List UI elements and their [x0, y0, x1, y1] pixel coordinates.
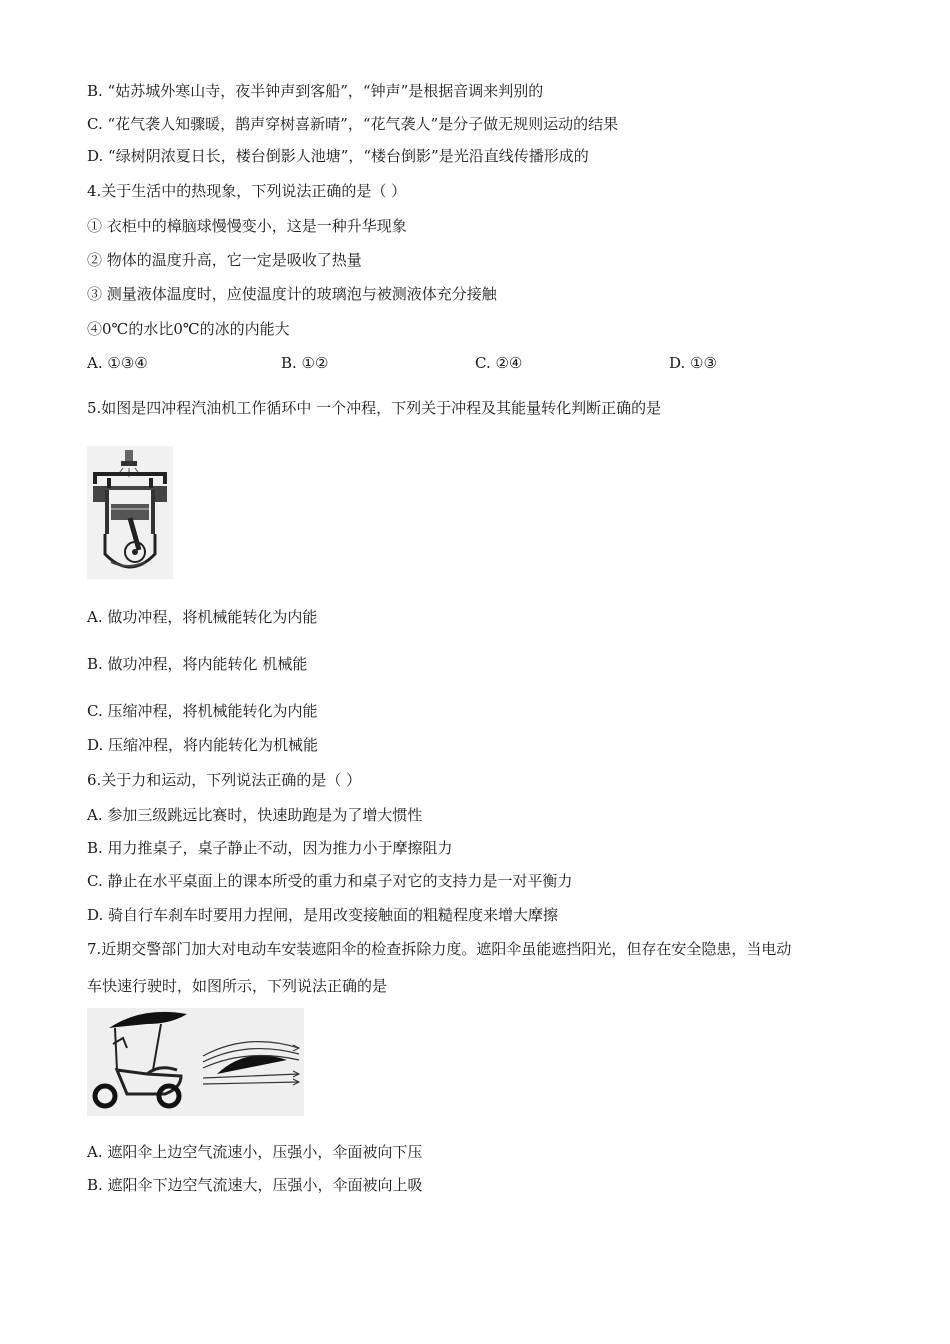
q3-option-b: B. “姑苏城外寒山寺，夜半钟声到客船”，“钟声”是根据音调来判别的: [87, 82, 544, 100]
q4-statement-4: ④0℃的水比0℃的冰的内能大: [87, 320, 290, 338]
q6-option-a: A. 参加三级跳远比赛时，快速助跑是为了增大惯性: [87, 806, 423, 824]
q5-option-a: A. 做功冲程，将机械能转化为内能: [87, 608, 318, 626]
q5-option-b: B. 做功冲程，将内能转化 机械能: [87, 655, 308, 673]
q6-option-d: D. 骑自行车刹车时要用力捏闸，是用改变接触面的粗糙程度来增大摩擦: [87, 906, 559, 924]
q6-option-c: C. 静止在水平桌面上的课本所受的重力和桌子对它的支持力是一对平衡力: [87, 872, 573, 890]
q4-option-c: C. ②④: [475, 354, 523, 372]
q7-stem-line-2: 车快速行驶时，如图所示，下列说法正确的是: [87, 977, 388, 995]
engine-diagram-svg: [87, 446, 173, 579]
engine-diagram: [87, 446, 173, 579]
q7-option-b: B. 遮阳伞下边空气流速大，压强小，伞面被向上吸: [87, 1176, 423, 1194]
q4-stem: 4.关于生活中的热现象，下列说法正确的是（ ）: [87, 182, 407, 200]
q4-option-d: D. ①③: [669, 354, 717, 372]
q6-option-b: B. 用力推桌子，桌子静止不动，因为推力小于摩擦阻力: [87, 839, 453, 857]
q7-stem-line-1: 7.近期交警部门加大对电动车安装遮阳伞的检查拆除力度。遮阳伞虽能遮挡阳光，但存在安全隐患，当电动: [87, 940, 792, 958]
q5-option-c: C. 压缩冲程，将机械能转化为内能: [87, 702, 318, 720]
q5-stem: 5.如图是四冲程汽油机工作循环中 一个冲程，下列关于冲程及其能量转化判断正确的是: [87, 399, 662, 417]
scooter-umbrella-svg: [87, 1008, 304, 1116]
q4-statement-1: ① 衣柜中的樟脑球慢慢变小，这是一种升华现象: [87, 217, 407, 235]
q3-option-d: D. “绿树阴浓夏日长，楼台倒影人池塘”，“楼台倒影”是光沿直线传播形成的: [87, 147, 589, 165]
q6-stem: 6.关于力和运动，下列说法正确的是（ ）: [87, 771, 362, 789]
scooter-umbrella-diagram: [87, 1008, 304, 1116]
q7-option-a: A. 遮阳伞上边空气流速小，压强小，伞面被向下压: [87, 1143, 423, 1161]
q5-option-d: D. 压缩冲程，将内能转化为机械能: [87, 736, 319, 754]
q3-option-c: C. “花气袭人知骤暖，鹊声穿树喜新晴”，“花气袭人”是分子做无规则运动的结果: [87, 115, 619, 133]
q4-statement-2: ② 物体的温度升高，它一定是吸收了热量: [87, 251, 362, 269]
q4-option-b: B. ①②: [281, 354, 329, 372]
q4-option-a: A. ①③④: [87, 354, 148, 372]
q4-statement-3: ③ 测量液体温度时，应使温度计的玻璃泡与被测液体充分接触: [87, 285, 497, 303]
